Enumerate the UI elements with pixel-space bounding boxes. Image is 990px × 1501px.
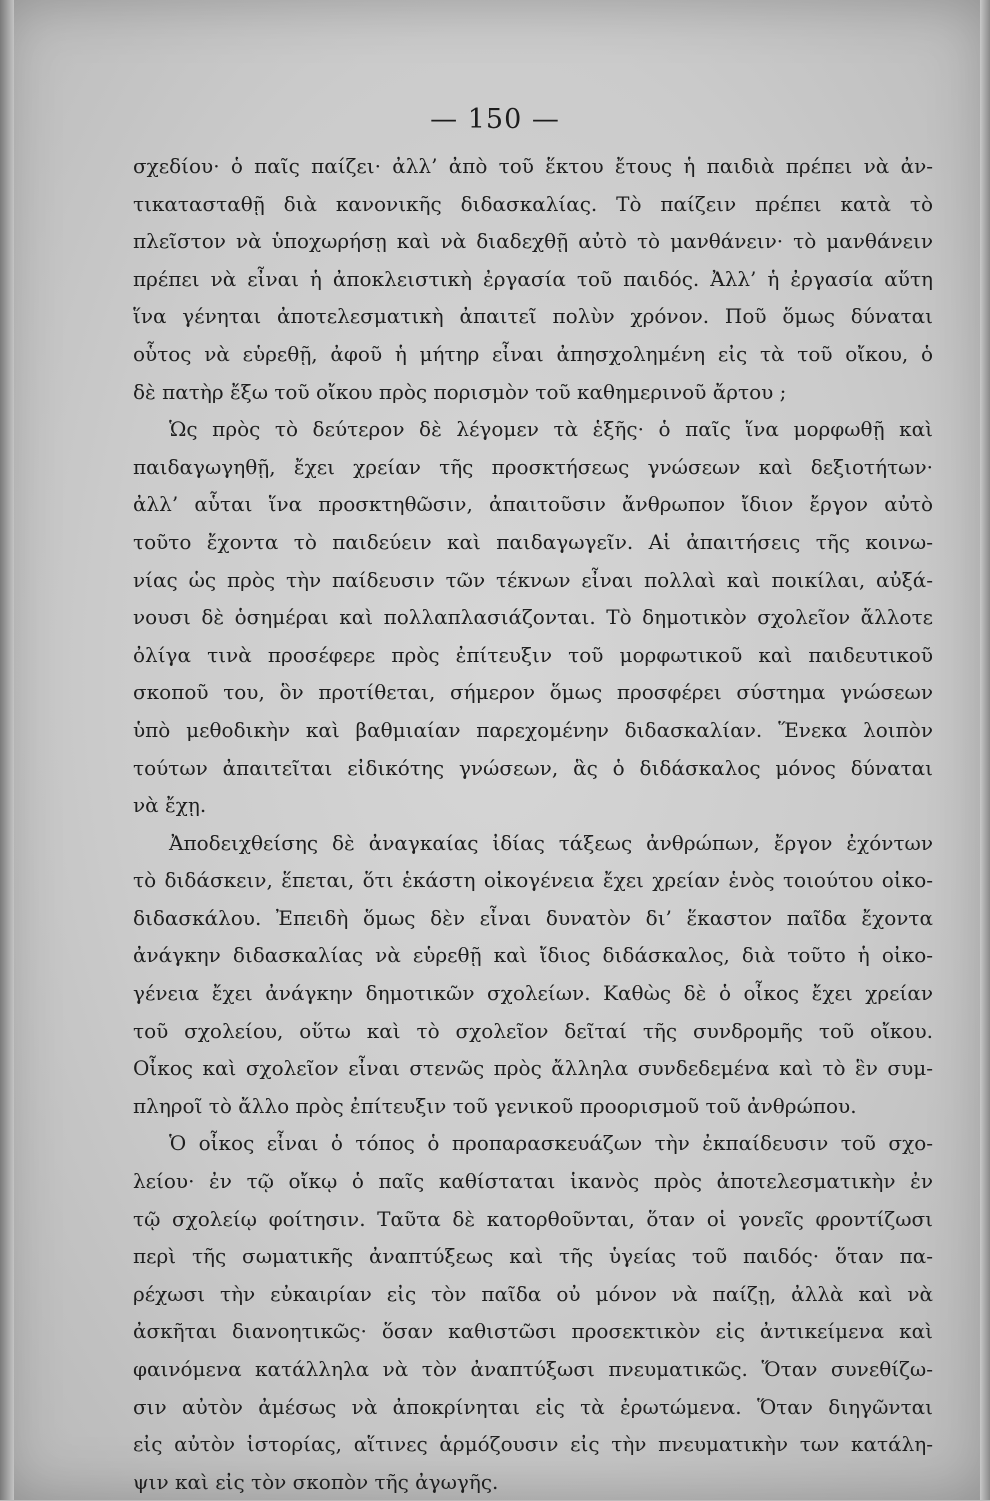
text-line: οὗτος νὰ εὑρεθῇ, ἀφοῦ ἡ μήτηρ εἶναι ἀπησχολημένη εἰς τὰ τοῦ οἴκου, ὁ — [133, 341, 933, 366]
text-line: ὀλίγα τινὰ προσέφερε πρὸς ἐπίτευξιν τοῦ μορφωτικοῦ καὶ παιδευτικοῦ — [133, 642, 933, 667]
text-line: πρέπει νὰ εἶναι ἡ ἀποκλειστικὴ ἐργασία τοῦ παιδός. Ἀλλ’ ἡ ἐργασία αὕτη — [133, 266, 933, 291]
text-line: ἀσκῆται διανοητικῶς· ὅσαν καθιστῶσι προσεκτικὸν εἰς ἀντικείμενα καὶ — [133, 1319, 933, 1344]
page-edge-right — [980, 0, 990, 1500]
text-line: ὑπὸ μεθοδικὴν καὶ βαθμιαίαν παρεχομένην διδασκαλίαν. Ἕνεκα λοιπὸν — [133, 717, 933, 742]
text-line: νουσι δὲ ὁσημέραι καὶ πολλαπλασιάζονται. Τὸ δημοτικὸν σχολεῖον ἄλλοτε — [133, 605, 933, 630]
text-line: ρέχωσι τὴν εὐκαιρίαν εἰς τὸν παῖδα οὐ μόνον νὰ παίζῃ, ἀλλὰ καὶ νὰ — [133, 1281, 933, 1306]
text-line: εἰς αὐτὸν ἱστορίας, αἵτινες ἁρμόζουσιν εἰς τὴν πνευματικὴν των κατάλη- — [133, 1432, 933, 1457]
text-line: γένεια ἔχει ἀνάγκην δημοτικῶν σχολείων. Καθὼς δὲ ὁ οἶκος ἔχει χρείαν — [133, 981, 933, 1006]
text-line: δὲ πατὴρ ἔξω τοῦ οἴκου πρὸς πορισμὸν τοῦ καθημερινοῦ ἄρτου ; — [133, 379, 787, 404]
text-line: νίας ὡς πρὸς τὴν παίδευσιν τῶν τέκνων εἶναι πολλαὶ καὶ ποικίλαι, αὐξά- — [133, 567, 933, 592]
text-line: Ἀποδειχθείσης δὲ ἀναγκαίας ἰδίας τάξεως ἀνθρώπων, ἔργον ἐχόντων — [169, 830, 933, 855]
body-text — [133, 148, 933, 1501]
text-line: ἵνα γένηται ἀποτελεσματικὴ ἀπαιτεῖ πολὺν χρόνον. Ποῦ ὅμως δύναται — [133, 304, 933, 329]
text-line: τῷ σχολείῳ φοίτησιν. Ταῦτα δὲ κατορθοῦνται, ὅταν οἱ γονεῖς φροντίζωσι — [133, 1206, 933, 1231]
text-line: διδασκάλου. Ἐπειδὴ ὅμως δὲν εἶναι δυνατὸν δι’ ἕκαστον παῖδα ἔχοντα — [133, 905, 933, 930]
page-edge-left — [0, 0, 14, 1500]
text-line: νὰ ἔχῃ. — [133, 793, 207, 818]
text-line: Οἶκος καὶ σχολεῖον εἶναι στενῶς πρὸς ἄλληλα συνδεδεμένα καὶ τὸ ἓν συμ- — [133, 1056, 933, 1081]
text-line: τὸ διδάσκειν, ἕπεται, ὅτι ἑκάστη οἰκογένεια ἔχει χρείαν ἑνὸς τοιούτου οἰκο- — [133, 868, 933, 893]
text-line: παιδαγωγηθῇ, ἔχει χρείαν τῆς προσκτήσεως γνώσεων καὶ δεξιοτήτων· — [133, 454, 933, 479]
text-line: τοῦ σχολείου, οὕτω καὶ τὸ σχολεῖον δεῖταί τῆς συνδρομῆς τοῦ οἴκου. — [133, 1018, 933, 1043]
text-line: τικατασταθῇ διὰ κανονικῆς διδασκαλίας. Τὸ παίζειν πρέπει κατὰ τὸ — [133, 191, 933, 216]
text-line: πληροῖ τὸ ἄλλο πρὸς ἐπίτευξιν τοῦ γενικοῦ προορισμοῦ τοῦ ἀνθρώπου. — [133, 1093, 857, 1118]
text-line: σκοποῦ του, ὃν προτίθεται, σήμερον ὅμως προσφέρει σύστημα γνώσεων — [133, 680, 933, 705]
text-line: σιν αὐτὸν ἀμέσως νὰ ἀποκρίνηται εἰς τὰ ἐρωτώμενα. Ὅταν διηγῶνται — [133, 1394, 933, 1419]
text-line: ἀνάγκην διδασκαλίας νὰ εὑρεθῇ καὶ ἴδιος διδάσκαλος, διὰ τοῦτο ἡ οἰκο- — [133, 943, 933, 968]
text-line: Ὁ οἶκος εἶναι ὁ τόπος ὁ προπαρασκευάζων τὴν ἐκπαίδευσιν τοῦ σχο- — [169, 1131, 933, 1156]
text-line: ἀλλ’ αὗται ἵνα προσκτηθῶσιν, ἀπαιτοῦσιν ἄνθρωπον ἴδιον ἔργον αὐτὸ — [133, 492, 933, 517]
text-line: Ὡς πρὸς τὸ δεύτερον δὲ λέγομεν τὰ ἑξῆς· ὁ παῖς ἵνα μορφωθῇ καὶ — [169, 417, 933, 442]
text-line: περὶ τῆς σωματικῆς ἀναπτύξεως καὶ τῆς ὑγείας τοῦ παιδός· ὅταν πα- — [133, 1244, 933, 1269]
text-line: ψιν καὶ εἰς τὸν σκοπὸν τῆς ἀγωγῆς. — [133, 1469, 499, 1494]
text-line: φαινόμενα κατάλληλα νὰ τὸν ἀναπτύξωσι πνευματικῶς. Ὅταν συνεθίζω- — [133, 1357, 933, 1381]
text-line: πλεῖστον νὰ ὑποχωρήσῃ καὶ νὰ διαδεχθῇ αὐτὸ τὸ μανθάνειν· τὸ μανθάνειν — [133, 229, 933, 254]
text-line: τούτων ἀπαιτεῖται εἰδικότης γνώσεων, ἃς ὁ διδάσκαλος μόνος δύναται — [133, 755, 933, 780]
text-line: σχεδίου· ὁ παῖς παίζει· ἀλλ’ ἀπὸ τοῦ ἕκτου ἔτους ἡ παιδιὰ πρέπει νὰ ἀν- — [133, 154, 933, 178]
page-number: — 150 — — [430, 104, 560, 135]
text-line: λείου· ἐν τῷ οἴκῳ ὁ παῖς καθίσταται ἱκανὸς πρὸς ἀποτελεσματικὴν ἐν — [133, 1169, 933, 1194]
text-line: τοῦτο ἔχοντα τὸ παιδεύειν καὶ παιδαγωγεῖν. Αἱ ἀπαιτήσεις τῆς κοινω- — [133, 529, 933, 554]
